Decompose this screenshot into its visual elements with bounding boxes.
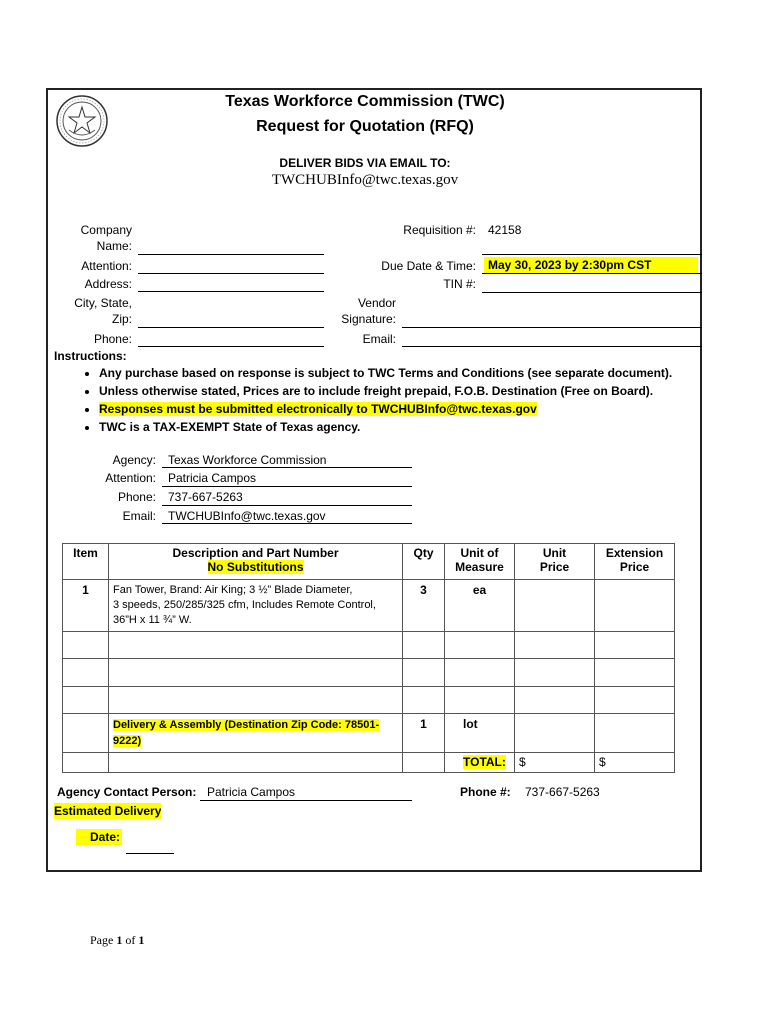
phone-label: Phone:: [93, 332, 132, 346]
instruction-item: • Responses must be submitted electronically to TWCHUBInfo@twc.texas.gov: [99, 402, 672, 416]
requisition-value: 42158: [488, 223, 522, 237]
agency-email-line: [162, 523, 412, 524]
agency-attention-label: Attention:: [105, 471, 156, 485]
contact-phone-value: 737-667-5263: [525, 785, 600, 799]
estimated-delivery-label: Estimated Delivery: [54, 804, 162, 818]
row1-qty: 3: [403, 580, 445, 632]
deliver-email: TWCHUBInfo@twc.texas.gov: [271, 172, 459, 188]
row1-uom: ea: [445, 580, 515, 632]
contact-value: Patricia Campos: [207, 785, 296, 799]
due-date-field: [482, 273, 702, 274]
agency-phone-value: 737-667-5263: [168, 490, 243, 504]
page-number: Page 1 of 1: [90, 933, 145, 947]
total-label: TOTAL:: [445, 753, 515, 773]
header-unit-of-measure: Unit of Measure: [445, 544, 515, 580]
total-row: [63, 753, 675, 773]
instructions-heading: Instructions:: [54, 349, 127, 363]
vendor-signature-label: Vendor Signature:: [341, 296, 396, 326]
instruction-item: • Unless otherwise stated, Prices are to include freight prepaid, F.O.B. Destination (Free on Board).: [99, 384, 672, 398]
email-field[interactable]: [402, 346, 702, 347]
table-row: [63, 687, 675, 714]
requisition-label: Requisition #:: [403, 223, 476, 237]
header-unit-price: Unit Price: [515, 544, 595, 580]
delivery-row: [63, 714, 675, 753]
contact-label: Agency Contact Person:: [57, 785, 197, 799]
delivery-extension-price-field[interactable]: [595, 714, 675, 753]
delivery-date-field[interactable]: [126, 853, 174, 854]
delivery-description: Delivery & Assembly (Destination Zip Code: 78501- 9222): [109, 714, 403, 753]
due-date-label: Due Date & Time:: [381, 259, 476, 273]
instruction-item: • Any purchase based on response is subject to TWC Terms and Conditions (see separate document).: [99, 366, 672, 380]
agency-attention-line: [162, 486, 412, 487]
header-extension-price: Extension Price: [595, 544, 675, 580]
table-row: [63, 632, 675, 659]
company-name-field[interactable]: [138, 254, 324, 255]
tin-label: TIN #:: [443, 277, 476, 291]
agency-phone-label: Phone:: [117, 490, 156, 504]
company-label: Company Name:: [80, 223, 132, 253]
contact-line: [200, 800, 412, 801]
agency-attention-value: Patricia Campos: [168, 471, 257, 485]
unit-price-field[interactable]: [515, 659, 595, 687]
city-state-zip-label: City, State, Zip:: [74, 296, 132, 326]
page-title: Texas Workforce Commission (TWC): [225, 93, 505, 110]
extension-price-field[interactable]: [595, 659, 675, 687]
agency-label: Agency:: [112, 453, 156, 467]
due-date-value: May 30, 2023 by 2:30pm CST: [484, 257, 698, 273]
instruction-item: • TWC is a TAX-EXEMPT State of Texas agency.: [99, 420, 672, 434]
row1-extension-price-field[interactable]: [595, 580, 675, 632]
texas-seal-icon: [55, 94, 109, 148]
contact-phone-label: Phone #:: [460, 785, 511, 799]
total-unit-price-field[interactable]: $: [515, 753, 595, 773]
agency-line: [162, 467, 412, 468]
agency-value: Texas Workforce Commission: [168, 453, 327, 467]
date-label: Date:: [76, 829, 122, 845]
extension-price-field[interactable]: [595, 687, 675, 714]
address-label: Address:: [84, 277, 132, 291]
agency-email-label: Email:: [122, 509, 156, 523]
address-field[interactable]: [138, 291, 324, 292]
delivery-unit-price-field[interactable]: [515, 714, 595, 753]
row1-description: Fan Tower, Brand: Air King; 3 ½” Blade Diameter, 3 speeds, 250/285/325 cfm, Includes Remote Control, 36”H x 11 ¾” W.: [109, 580, 403, 632]
items-table: [62, 543, 675, 773]
instructions-list: [54, 366, 672, 438]
delivery-uom: lot: [445, 714, 515, 753]
phone-field[interactable]: [138, 346, 324, 347]
table-row: [63, 659, 675, 687]
row1-item: 1: [63, 580, 109, 632]
row1-unit-price-field[interactable]: [515, 580, 595, 632]
delivery-qty: 1: [403, 714, 445, 753]
unit-price-field[interactable]: [515, 687, 595, 714]
table-row: [63, 580, 675, 632]
tin-field[interactable]: [482, 292, 702, 293]
attention-label: Attention:: [81, 259, 132, 273]
header-item: Item: [63, 544, 109, 580]
unit-price-field[interactable]: [515, 632, 595, 659]
agency-phone-line: [162, 505, 412, 506]
page-subtitle: Request for Quotation (RFQ): [256, 118, 474, 135]
total-extension-price-field[interactable]: $: [595, 753, 675, 773]
attention-field[interactable]: [138, 273, 324, 274]
city-state-zip-field[interactable]: [138, 327, 324, 328]
header-qty: Qty: [403, 544, 445, 580]
vendor-signature-field[interactable]: [402, 327, 702, 328]
email-label: Email:: [362, 332, 396, 346]
table-header-row: [63, 544, 675, 580]
deliver-label: DELIVER BIDS VIA EMAIL TO:: [279, 156, 451, 170]
agency-email-value: TWCHUBInfo@twc.texas.gov: [168, 509, 326, 523]
requisition-field: [482, 254, 702, 255]
extension-price-field[interactable]: [595, 632, 675, 659]
header-description: Description and Part Number No Substitutions: [109, 544, 403, 580]
